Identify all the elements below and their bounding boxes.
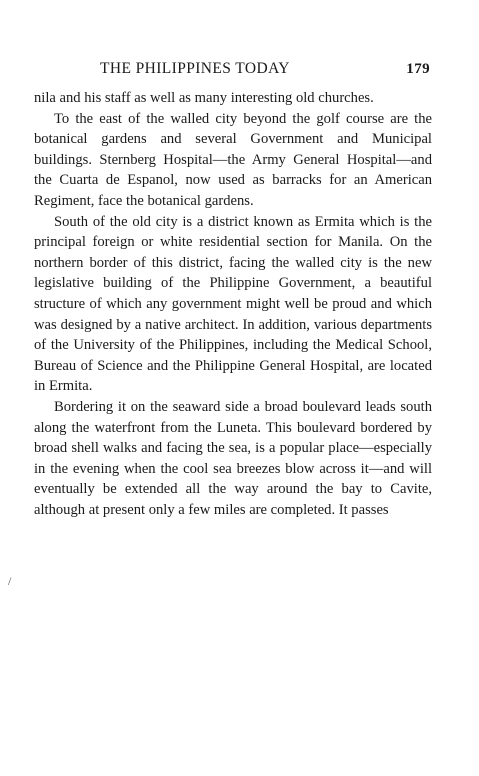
paragraph-ermita: South of the old city is a district known as Ermita which is the principal foreign or white residential section for Manila. On the northern border of this district, facing the walled city is the new legislative building of the Philippine Government, a beautiful structure of which any government might well be proud and which was designed by a native architect. In addition, various departments of the University of the Philippines, including the Medical School, Bureau of Science and the Philippine General Hospital, are located in Ermita. (34, 213, 432, 395)
paragraph-continuation: nila and his staff as well as many interesting old churches. (34, 90, 374, 106)
paragraph-botanical-gardens: To the east of the walled city beyond the golf course are the botanical gardens and several Government and Municipal buildings. Sternberg Hospital—the Army General Hospital—and the Cuarta de Espanol, now used as barracks for an American Regiment, face the botanical gardens. (34, 110, 432, 209)
running-head (100, 60, 430, 78)
margin-mark: / (8, 574, 12, 588)
page-number: 179 (406, 61, 430, 77)
running-title: THE PHILIPPINES TODAY (100, 60, 290, 77)
body-text (34, 88, 432, 520)
paragraph-boulevard: Bordering it on the seaward side a broad boulevard leads south along the waterfront from the Luneta. This boulevard bordered by broad shell walks and facing the sea, is a popular place—especially in the evening when the cool sea breezes blow across it—and will eventually be extended all the way around the bay to Cavite, although at present only a few miles are completed. It passes (34, 398, 432, 518)
